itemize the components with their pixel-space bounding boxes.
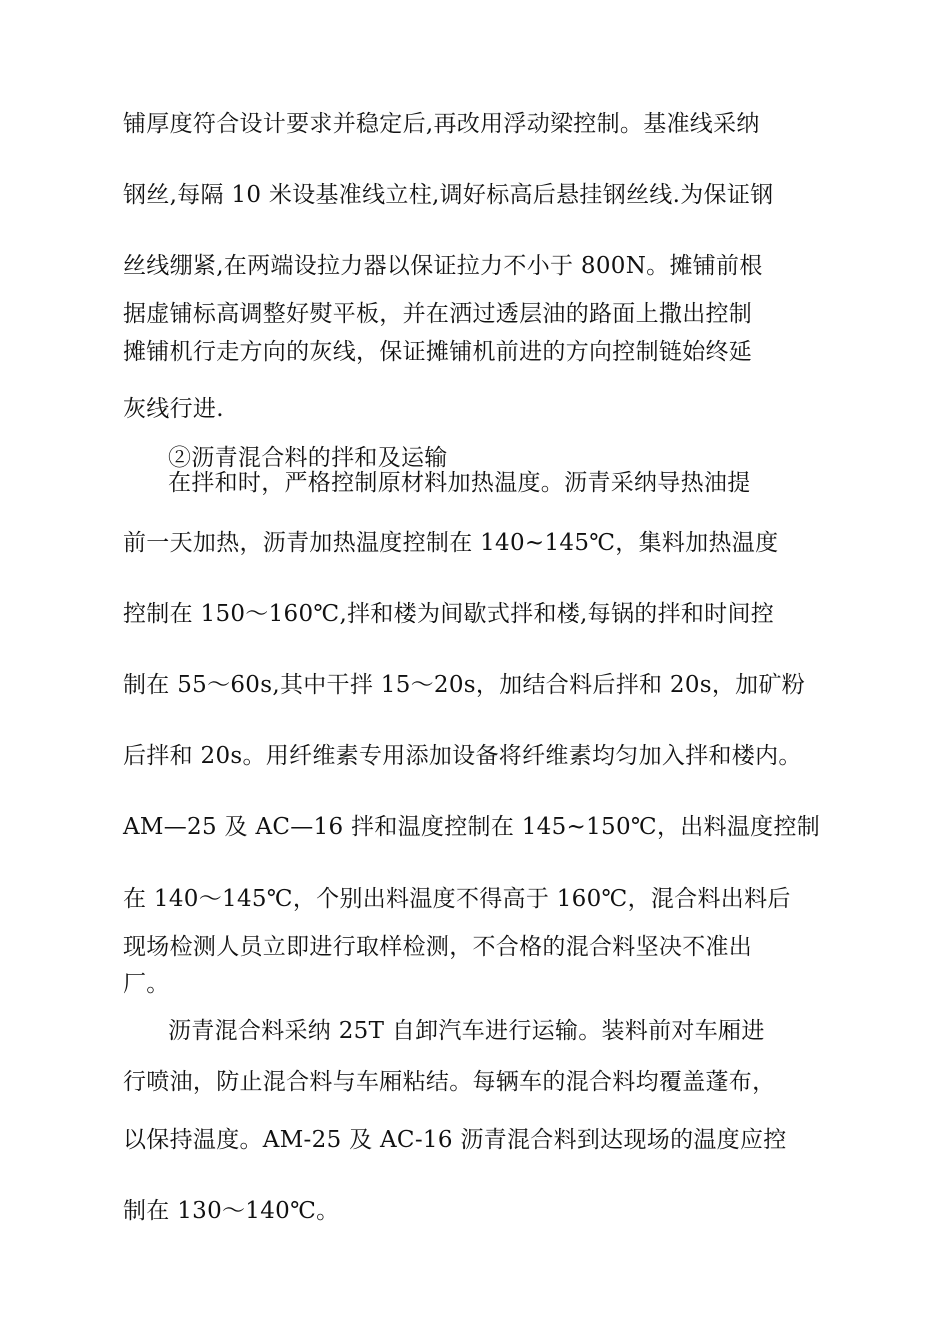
text-line: 后拌和 20s。用纤维素专用添加设备将纤维素均匀加入拌和楼内。 (123, 743, 802, 769)
text-line: 以保持温度。AM-25 及 AC-16 沥青混合料到达现场的温度应控 (123, 1127, 787, 1153)
text-line: 丝线绷紧,在两端设拉力器以保证拉力不小于 800N。摊铺前根 (123, 253, 763, 279)
text-line: 厂。 (123, 971, 170, 997)
text-line: 在 140～145℃，个别出料温度不得高于 160℃，混合料出料后 (123, 886, 791, 912)
text-line: 沥青混合料采纳 25T 自卸汽车进行运输。装料前对车厢进 (168, 1018, 765, 1044)
text-line: 制在 55～60s,其中干拌 15～20s，加结合料后拌和 20s，加矿粉 (123, 672, 806, 698)
text-line: 摊铺机行走方向的灰线，保证摊铺机前进的方向控制链始终延 (123, 339, 753, 365)
text-line: AM—25 及 AC—16 拌和温度控制在 145~150℃，出料温度控制 (123, 814, 821, 840)
text-line: 钢丝,每隔 10 米设基准线立柱,调好标高后悬挂钢丝线.为保证钢 (123, 182, 774, 208)
section-heading: ②沥青混合料的拌和及运输 (168, 445, 448, 471)
text-line: 制在 130～140℃。 (123, 1198, 340, 1224)
text-line: 在拌和时，严格控制原材料加热温度。沥青采纳导热油提 (168, 470, 751, 496)
text-line: 灰线行进. (123, 396, 224, 422)
text-line: 据虚铺标高调整好熨平板，并在洒过透层油的路面上撒出控制 (123, 301, 753, 327)
text-line: 控制在 150～160℃,拌和楼为间歇式拌和楼,每锅的拌和时间控 (123, 601, 775, 627)
text-line: 前一天加热，沥青加热温度控制在 140~145℃，集料加热温度 (123, 530, 779, 556)
text-line: 行喷油，防止混合料与车厢粘结。每辆车的混合料均覆盖蓬布， (123, 1069, 776, 1095)
text-line: 铺厚度符合设计要求并稳定后,再改用浮动梁控制。基准线采纳 (123, 111, 760, 137)
text-line: 现场检测人员立即进行取样检测，不合格的混合料坚决不准出 (123, 934, 753, 960)
